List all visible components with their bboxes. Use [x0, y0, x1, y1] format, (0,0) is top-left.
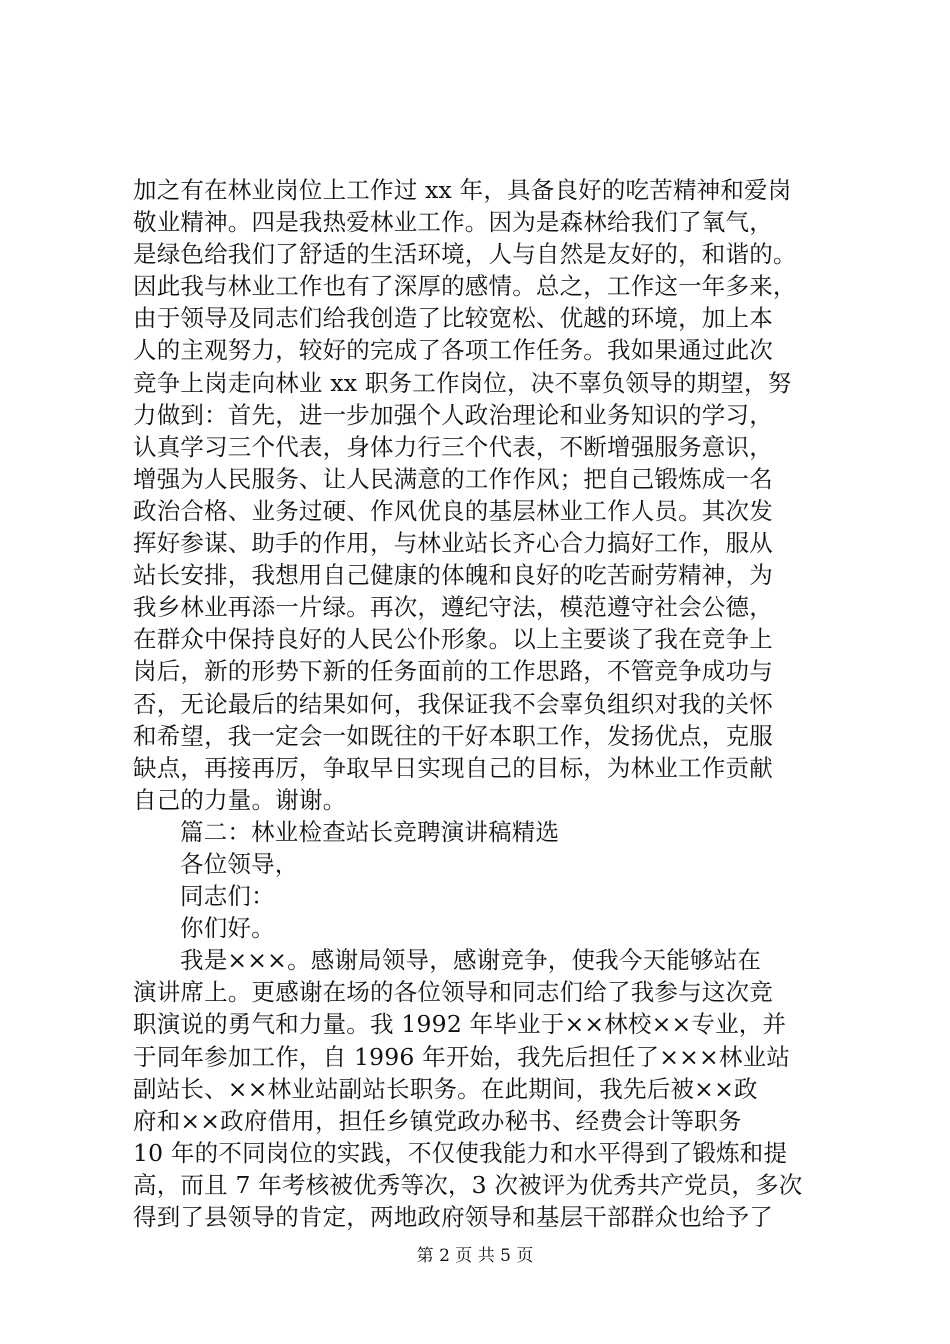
body-line: 岗后，新的形势下新的任务面前的工作思路，不管竞争成功与: [133, 657, 773, 686]
body-line: 自己的力量。谢谢。: [133, 785, 347, 814]
body-line: 竞争上岗走向林业 xx 职务工作岗位，决不辜负领导的期望，努: [133, 368, 792, 397]
document-body: [133, 174, 833, 1233]
body-line: 否，无论最后的结果如何，我保证我不会辜负组织对我的关怀: [133, 689, 773, 718]
body-line: 挥好参谋、助手的作用，与林业站长齐心合力搞好工作，服从: [133, 529, 773, 558]
body-line: 力做到：首先，进一步加强个人政治理论和业务知识的学习，: [133, 400, 773, 429]
body-line: 政治合格、业务过硬、作风优良的基层林业工作人员。其次发: [133, 496, 773, 525]
body-line: 在群众中保持良好的人民公仆形象。以上主要谈了我在竞争上: [133, 625, 773, 654]
body-line: 加之有在林业岗位上工作过 xx 年，具备良好的吃苦精神和爱岗: [133, 176, 792, 204]
body-line: 10 年的不同岗位的实践，不仅使我能力和水平得到了锻炼和提: [133, 1138, 788, 1167]
body-line: 增强为人民服务、让人民满意的工作作风；把自己锻炼成一名: [133, 464, 773, 493]
body-line: 演讲席上。更感谢在场的各位领导和同志们给了我参与这次竞: [133, 978, 773, 1007]
body-line: 由于领导及同志们给我创造了比较宽松、优越的环境，加上本: [133, 304, 773, 333]
body-line: 人的主观努力，较好的完成了各项工作任务。我如果通过此次: [133, 336, 773, 365]
body-line: 我乡林业再添一片绿。再次，遵纪守法，模范遵守社会公德，: [133, 593, 773, 622]
body-line: 得到了县领导的肯定，两地政府领导和基层干部群众也给予了: [133, 1203, 773, 1231]
page-number: 第 2 页 共 5 页: [416, 1246, 534, 1266]
body-line: 于同年参加工作，自 1996 年开始，我先后担任了×××林业站: [133, 1042, 791, 1071]
body-line: 副站长、××林业站副站长职务。在此期间，我先后被××政: [133, 1074, 758, 1103]
body-line: 我是×××。感谢局领导，感谢竞争，使我今天能够站在: [180, 946, 762, 975]
body-line: 站长安排，我想用自己健康的体魄和良好的吃苦耐劳精神，为: [133, 561, 773, 590]
body-line: 和希望，我一定会一如既往的干好本职工作，发扬优点，克服: [133, 721, 773, 750]
salutation: 同志们：: [180, 882, 275, 911]
body-line: 职演说的勇气和力量。我 1992 年毕业于××林校××专业，并: [133, 1010, 787, 1039]
body-line: 高，而且 7 年考核被优秀等次，3 次被评为优秀共产党员，多次: [133, 1170, 803, 1199]
body-line: 缺点，再接再厉，争取早日实现自己的目标，为林业工作贡献: [133, 753, 773, 782]
body-line: 认真学习三个代表，身体力行三个代表，不断增强服务意识，: [133, 432, 773, 461]
body-line: 敬业精神。四是我热爱林业工作。因为是森林给我们了氧气，: [133, 208, 773, 237]
section-title: 篇二：林业检查站长竞聘演讲稿精选: [180, 817, 560, 846]
body-line: 是绿色给我们了舒适的生活环境，人与自然是友好的，和谐的。: [133, 240, 797, 269]
salutation: 各位领导，: [180, 849, 299, 878]
greeting: 你们好。: [180, 914, 275, 943]
body-line: 府和××政府借用，担任乡镇党政办秘书、经费会计等职务: [133, 1106, 742, 1135]
body-line: 因此我与林业工作也有了深厚的感情。总之，工作这一年多来，: [133, 272, 797, 301]
